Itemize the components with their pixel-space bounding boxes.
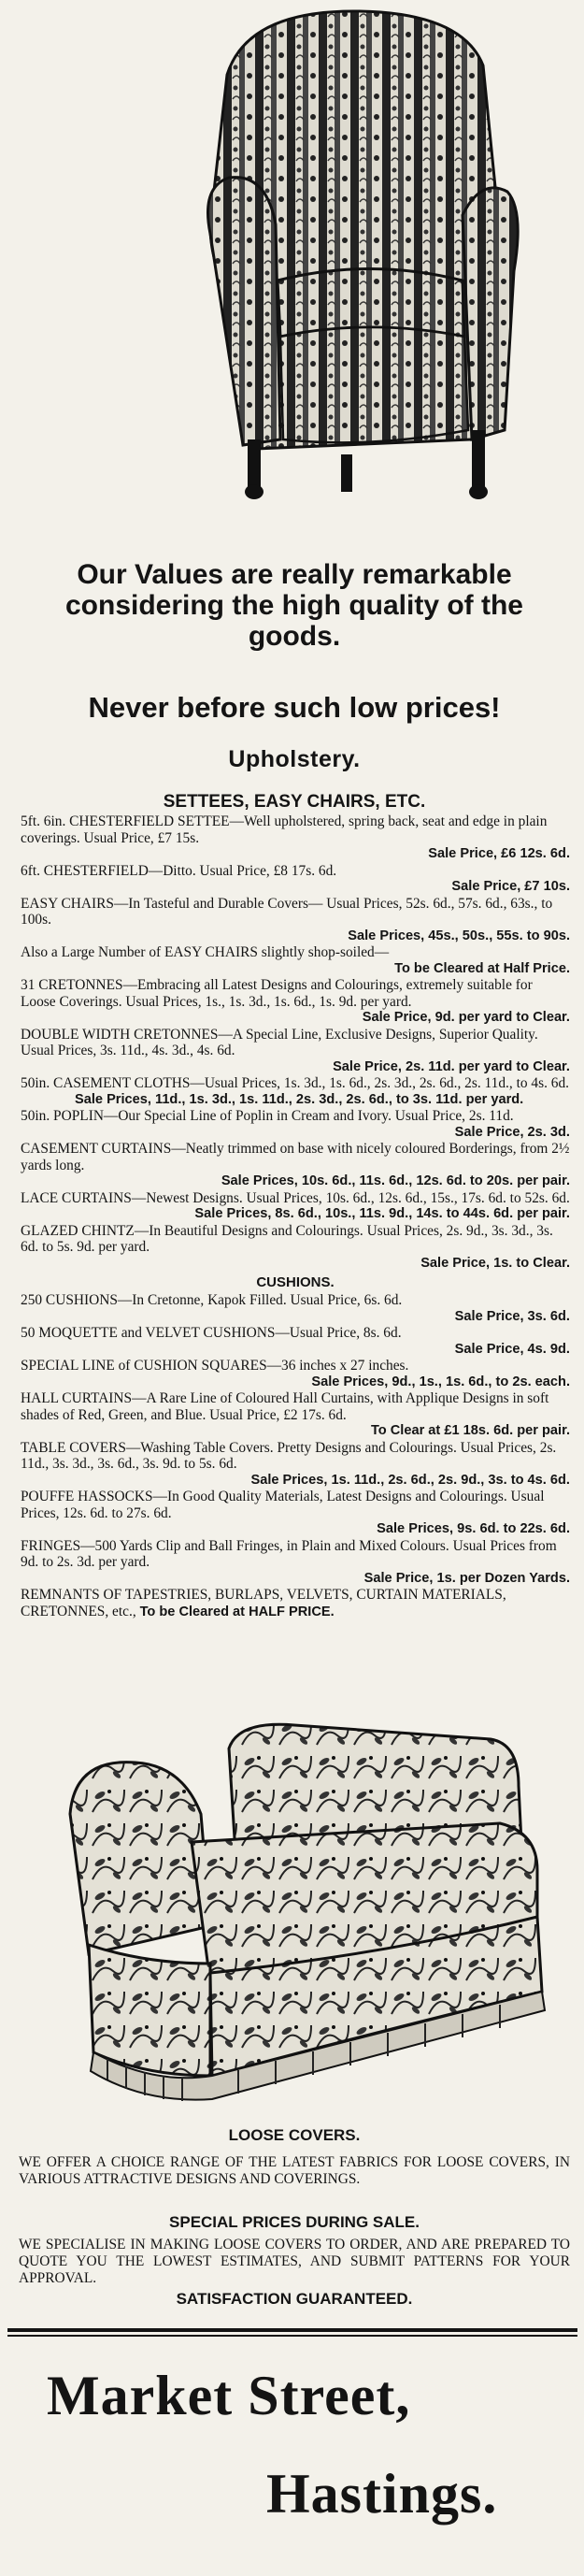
upholstery-heading: Upholstery. (228, 746, 361, 772)
list-item (21, 1390, 570, 1440)
list-item (21, 977, 570, 1027)
item-description: HALL CURTAINS—A Rare Line of Coloured Hall Curtains, with Applique Designs in soft shades of Red, Green, and Blue. Usual Price, £2 17s. 6d. (21, 1390, 549, 1423)
item-price: Sale Prices, 45s., 50s., 55s. to 90s. (348, 928, 570, 943)
item-price: Sale Price, £7 10s. (451, 879, 570, 894)
armchair-illustration (192, 0, 528, 524)
list-item (21, 863, 570, 896)
item-price: Sale Price, 1s. to Clear. (420, 1255, 570, 1271)
list-item (21, 1292, 570, 1325)
item-description: SPECIAL LINE of CUSHION SQUARES—36 inches x 27 inches. (21, 1358, 409, 1374)
list-item (21, 1489, 570, 1538)
list-item (21, 1075, 570, 1108)
loose-covers-offer: WE OFFER A CHOICE RANGE OF THE LATEST FABRICS FOR LOOSE COVERS, IN VARIOUS ATTRACTIVE DESIGNS AND COVERINGS. (19, 2154, 570, 2187)
list-item (21, 1223, 570, 1273)
satisfaction-guaranteed: SATISFACTION GUARANTEED. (176, 2290, 413, 2308)
item-price: Sale Prices, 9d., 1s., 1s. 6d., to 2s. each. (311, 1374, 570, 1389)
item-description: 50 MOQUETTE and VELVET CUSHIONS—Usual Price, 8s. 6d. (21, 1325, 402, 1341)
item-description: 31 CRETONNES—Embracing all Latest Designs and Colourings, extremely suitable for Loose Coverings. Usual Prices, 1s., 1s. 3d., 1s. 6d., 1s. 9d. per yard. (21, 977, 533, 1010)
item-description: 250 CUSHIONS—In Cretonne, Kapok Filled. Usual Price, 6s. 6d. (21, 1292, 403, 1308)
item-description: EASY CHAIRS—In Tasteful and Durable Covers— Usual Prices, 52s. 6d., 57s. 6d., 63s., to 100s. (21, 895, 553, 928)
item-description: 50in. CASEMENT CLOTHS—Usual Prices, 1s. 3d., 1s. 6d., 2s. 3d., 2s. 6d., 2s. 11d., to 4s. 6d. (21, 1075, 570, 1091)
list-item (21, 1141, 570, 1190)
list-item (21, 1325, 570, 1358)
list-item (21, 1358, 570, 1390)
item-description: Also a Large Number of EASY CHAIRS slightly shop-soiled— (21, 944, 390, 960)
address-street: Market Street, (47, 2365, 411, 2426)
item-price: To be Cleared at HALF PRICE. (139, 1604, 335, 1619)
item-description: DOUBLE WIDTH CRETONNES—A Special Line, Exclusive Designs, Superior Quality. Usual Prices, 3s. 11d., 4s. 3d., 4s. 6d. (21, 1026, 538, 1058)
item-price: Sale Price, £6 12s. 6d. (428, 846, 570, 861)
loose-covers-service: WE SPECIALISE IN MAKING LOOSE COVERS TO ORDER, AND ARE PREPARED TO QUOTE YOU THE LOWEST ESTIMATES, AND SUBMIT PATTERNS FOR YOUR APPROVAL. (19, 2237, 570, 2286)
item-price: Sale Price, 3s. 6d. (454, 1308, 570, 1324)
item-price: Sale Price, 2s. 11d. per yard to Clear. (333, 1058, 570, 1074)
list-item (21, 1440, 570, 1489)
item-description: FRINGES—500 Yards Clip and Ball Fringes, in Plain and Mixed Colours. Usual Prices from 9d. to 2s. 3d. per yard. (21, 1537, 557, 1570)
list-item (21, 1190, 570, 1223)
item-description: REMNANTS OF TAPESTRIES, BURLAPS, VELVETS, CURTAIN MATERIALS, CRETONNES, etc., (21, 1587, 506, 1619)
list-item (21, 1587, 570, 1620)
divider (7, 2328, 577, 2332)
settees-heading: SETTEES, EASY CHAIRS, ETC. (163, 792, 426, 812)
values-headline: Our Values are really remarkable considering the high quality of the goods. (64, 559, 523, 652)
item-price: To be Cleared at Half Price. (394, 960, 570, 976)
low-prices-headline: Never before such low prices! (88, 691, 501, 724)
item-price: Sale Prices, 8s. 6d., 10s., 11s. 9d., 14s. to 44s. 6d. per pair. (194, 1206, 570, 1221)
item-price: Sale Prices, 10s. 6d., 11s. 6d., 12s. 6d. to 20s. per pair. (221, 1173, 570, 1188)
item-description: LACE CURTAINS—Newest Designs. Usual Prices, 10s. 6d., 12s. 6d., 15s., 17s. 6d. to 52s. 6d. (21, 1189, 570, 1206)
item-price: Sale Price, 9d. per yard to Clear. (362, 1010, 570, 1025)
list-item (21, 1108, 570, 1141)
list-item (21, 1027, 570, 1076)
cushions-heading: CUSHIONS. (256, 1274, 335, 1290)
item-description: CASEMENT CURTAINS—Neatly trimmed on base with nicely coloured Borderings, from 2½ yards long. (21, 1141, 570, 1173)
item-description: 5ft. 6in. CHESTERFIELD SETTEE—Well upholstered, spring back, seat and edge in plain coverings. Usual Price, £7 15s. (21, 813, 548, 846)
list-item (21, 896, 570, 945)
address-town: Hastings. (266, 2463, 498, 2525)
item-price: Sale Prices, 11d., 1s. 3d., 1s. 11d., 2s. 3d., 2s. 6d., to 3s. 11d. per yard. (75, 1091, 524, 1107)
item-description: GLAZED CHINTZ—In Beautiful Designs and Colourings. Usual Prices, 2s. 9d., 3s. 3d., 3s. 6d. to 5s. 9d. per yard. (21, 1222, 553, 1255)
item-description: 50in. POPLIN—Our Special Line of Poplin in Cream and Ivory. Usual Price, 2s. 11d. (21, 1108, 514, 1124)
list-item (21, 944, 570, 977)
item-price: Sale Prices, 1s. 11d., 2s. 6d., 2s. 9d., 3s. to 4s. 6d. (250, 1472, 570, 1488)
item-price: Sale Price, 1s. per Dozen Yards. (363, 1570, 570, 1586)
sofa-illustration (51, 1683, 570, 2108)
item-description: POUFFE HASSOCKS—In Good Quality Materials, Latest Designs and Colourings. Usual Prices, 12s. 6d. to 27s. 6d. (21, 1489, 545, 1521)
item-description: TABLE COVERS—Washing Table Covers. Pretty Designs and Colourings. Usual Prices, 2s. 11d., 3s. 3d., 3s. 6d., 3s. 9d. to 5s. 6d. (21, 1439, 557, 1472)
list-item (21, 813, 570, 863)
special-prices-heading: SPECIAL PRICES DURING SALE. (169, 2213, 420, 2231)
list-item (21, 1538, 570, 1588)
item-price: To Clear at £1 18s. 6d. per pair. (370, 1423, 570, 1438)
price-list (21, 813, 570, 1620)
item-price: Sale Prices, 9s. 6d. to 22s. 6d. (377, 1521, 570, 1536)
divider (7, 2335, 577, 2337)
item-price: Sale Price, 4s. 9d. (454, 1341, 570, 1357)
item-price: Sale Price, 2s. 3d. (454, 1124, 570, 1140)
loose-covers-heading: LOOSE COVERS. (228, 2126, 361, 2144)
item-description: 6ft. CHESTERFIELD—Ditto. Usual Price, £8 17s. 6d. (21, 862, 337, 879)
